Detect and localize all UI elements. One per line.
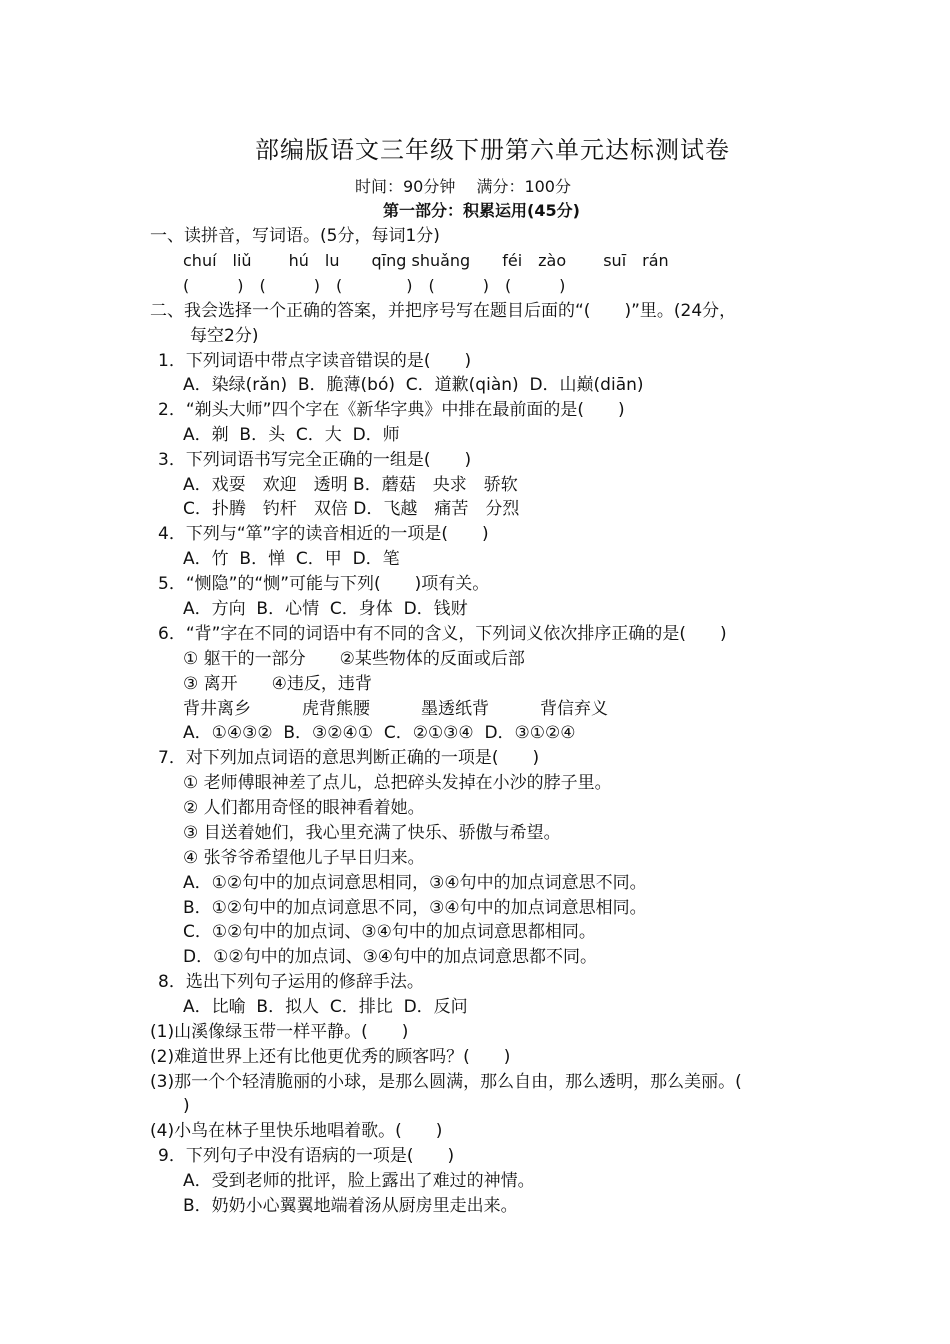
question-4: 4．下列与“箪”字的读音相近的一项是( ) — [158, 524, 489, 544]
question-7-sentence-1: ① 老师傅眼神差了点儿，总把碎头发掉在小沙的脖子里。 — [183, 773, 612, 793]
question-8: 8．选出下列句子运用的修辞手法。 — [158, 972, 424, 992]
question-8-options: A．比喻 B．拟人 C．排比 D．反问 — [183, 997, 468, 1017]
question-1: 1．下列词语中带点字读音错误的是( ) — [158, 351, 472, 371]
question-3-options-cd: C．扑腾 钓杆 双倍 D．飞越 痛苦 分烈 — [183, 499, 520, 519]
question-7-option-d: D．①②句中的加点词、③④句中的加点词意思都不同。 — [183, 947, 598, 967]
question-7-sentence-2: ② 人们都用奇怪的眼神看着她。 — [183, 798, 425, 818]
answer-blanks: ( ) ( ) ( ) ( ) ( ) — [183, 276, 566, 295]
question-8-item-3-cont: ) — [183, 1096, 190, 1116]
question-4-options: A．竹 B．惮 C．甲 D．笔 — [183, 549, 400, 569]
question-7-option-c: C．①②句中的加点词、③④句中的加点词意思都相同。 — [183, 922, 596, 942]
exam-meta: 时间：90分钟 满分：100分 — [355, 177, 571, 196]
question-7-sentence-3: ③ 目送着她们，我心里充满了快乐、骄傲与希望。 — [183, 823, 561, 843]
question-1-options: A．染绿(rǎn) B．脆薄(bó) C．道歉(qiàn) D．山巅(diān) — [183, 375, 644, 395]
section2-heading: 二、我会选择一个正确的答案，并把序号写在题目后面的“( )”里。(24分， — [150, 301, 737, 321]
section2-heading-cont: 每空2分) — [190, 326, 259, 346]
question-3: 3．下列词语书写完全正确的一组是( ) — [158, 450, 472, 470]
pinyin-line: chuí liǔ hú lu qīng shuǎng féi zào suī rán — [183, 251, 669, 270]
page-title: 部编版语文三年级下册第六单元达标测试卷 — [255, 136, 730, 164]
section1-heading: 一、读拼音，写词语。(5分，每词1分) — [150, 226, 440, 246]
question-7-sentence-4: ④ 张爷爷希望他儿子早日归来。 — [183, 848, 425, 868]
part-heading: 第一部分：积累运用(45分) — [383, 201, 580, 220]
question-8-item-1: (1)山溪像绿玉带一样平静。( ) — [150, 1022, 409, 1042]
question-2-options: A．剃 B．头 C．大 D．师 — [183, 425, 400, 445]
question-5: 5．“恻隐”的“恻”可能与下列( )项有关。 — [158, 574, 490, 594]
question-9: 9．下列句子中没有语病的一项是( ) — [158, 1146, 455, 1166]
question-8-item-2: (2)难道世界上还有比他更优秀的顾客吗？( ) — [150, 1047, 511, 1067]
question-6-meanings-2: ③ 离开 ④违反，违背 — [183, 674, 372, 694]
question-6-options: A．①④③② B．③②④① C．②①③④ D．③①②④ — [183, 723, 576, 743]
question-7: 7．对下列加点词语的意思判断正确的一项是( ) — [158, 748, 540, 768]
question-7-option-a: A．①②句中的加点词意思相同，③④句中的加点词意思不同。 — [183, 873, 647, 893]
question-7-option-b: B．①②句中的加点词意思不同，③④句中的加点词意思相同。 — [183, 898, 647, 918]
question-8-item-3: (3)那一个个轻清脆丽的小球，是那么圆满，那么自由，那么透明，那么美丽。( — [150, 1072, 742, 1092]
question-6-meanings-1: ① 躯干的一部分 ②某些物体的反面或后部 — [183, 649, 525, 669]
question-9-option-a: A．受到老师的批评，脸上露出了难过的神情。 — [183, 1171, 535, 1191]
question-9-option-b: B．奶奶小心翼翼地端着汤从厨房里走出来。 — [183, 1196, 518, 1216]
question-2: 2．“剃头大师”四个字在《新华字典》中排在最前面的是( ) — [158, 400, 625, 420]
question-6-words: 背井离乡 虎背熊腰 墨透纸背 背信弃义 — [183, 699, 608, 719]
question-6: 6．“背”字在不同的词语中有不同的含义，下列词义依次排序正确的是( ) — [158, 624, 727, 644]
question-5-options: A．方向 B．心情 C．身体 D．钱财 — [183, 599, 468, 619]
question-3-options-ab: A．戏耍 欢迎 透明 B．蘑菇 央求 骄软 — [183, 475, 518, 495]
question-8-item-4: (4)小鸟在林子里快乐地唱着歌。( ) — [150, 1121, 443, 1141]
